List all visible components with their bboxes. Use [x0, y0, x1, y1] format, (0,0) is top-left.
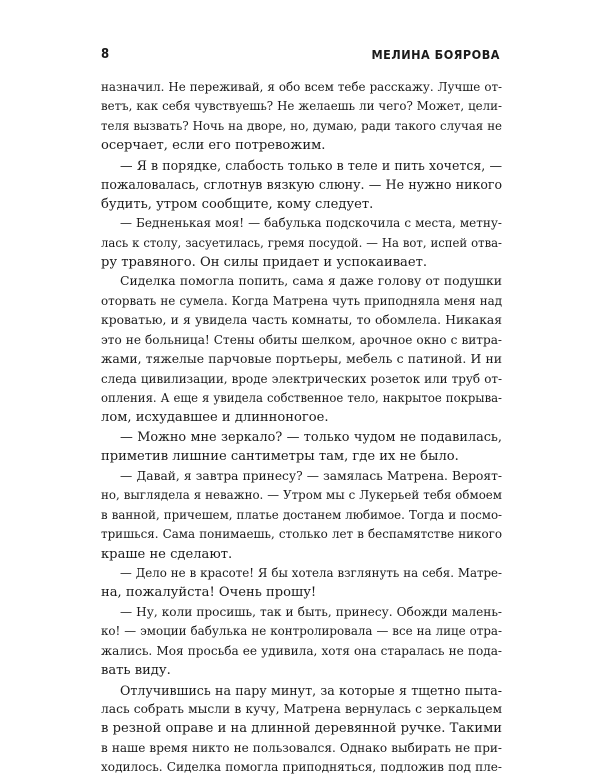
text-line: — Дело не в красоте! Я бы хотела взглянуть на себя. Матре-: [120, 565, 502, 580]
text-line: теля вызвать? Ночь на дворе, но, думаю, ради такого случая не: [101, 118, 502, 133]
text-line: — Бедненькая моя! — бабулька подскочила с места, метну-: [120, 216, 502, 231]
text-line: жались. Моя просьба ее удивила, хотя она старалась не пода-: [101, 643, 502, 658]
text-line: опления. А еще я увидела собственное тело, накрытое покрыва-: [101, 391, 502, 405]
text-line: ко! — эмоции бабулька не контролировала — все на лице отра-: [101, 624, 502, 639]
text-line: — Я в порядке, слабость только в теле и пить хочется, —: [120, 157, 502, 173]
text-line: лом, исхудавшее и длинноногое.: [101, 410, 329, 426]
text-line: приметив лишние сантиметры там, где их не было.: [101, 449, 459, 465]
text-line: Отлучившись на пару минут, за которые я тщетно пыта-: [120, 682, 502, 698]
text-line: ветъ, как себя чувствуешь? Не желаешь ли чего? Может, цели-: [101, 99, 502, 114]
running-head-author: МЕЛИНА БОЯРОВА: [371, 46, 500, 62]
text-line: кроватью, и я увидела часть комнаты, то обомлела. Никакая: [101, 313, 502, 328]
text-line: жами, тяжелые парчовые портьеры, мебель с патиной. И ни: [101, 352, 502, 367]
text-line: — Давай, я завтра принесу? — замялась Матрена. Вероят-: [120, 468, 502, 483]
text-line: осерчает, если его потревожим.: [101, 138, 326, 154]
text-line: это не больница! Стены обиты шелком, арочное окно с витра-: [101, 332, 502, 347]
text-line: ходилось. Сиделка помогла приподняться, подложив под пле-: [101, 760, 502, 775]
text-line: назначил. Не переживай, я обо всем тебе расскажу. Лучше от-: [101, 80, 502, 94]
text-line: в наше время никто не пользовался. Однако выбирать не при-: [101, 740, 502, 755]
text-line: — Ну, коли просишь, так и быть, принесу. Обожди малень-: [120, 604, 502, 619]
text-line: — Можно мне зеркало? — только чудом не подавилась,: [120, 429, 502, 445]
text-line: но, выглядела я неважно. — Утром мы с Лукерьей тебя обмоем: [101, 488, 502, 503]
text-line: краше не сделают.: [101, 546, 233, 562]
text-line: оторвать не сумела. Когда Матрена чуть приподняла меня над: [101, 293, 502, 308]
text-line: тришься. Сама понимаешь, столько лет в беспамятстве никого: [101, 527, 502, 542]
text-line: будить, утром сообщите, кому следует.: [101, 196, 374, 212]
text-line: вать виду.: [101, 663, 171, 679]
body-text: [101, 78, 502, 778]
page-number: 8: [101, 46, 110, 62]
text-line: пожаловалась, сглотнув вязкую слюну. — Не нужно никого: [101, 177, 502, 193]
text-line: ру травяного. Он силы придает и успокаивает.: [101, 254, 428, 270]
text-line: лась собрать мысли в кучу, Матрена вернулась с зеркальцем: [101, 702, 502, 716]
text-line: следа цивилизации, вроде электрических розеток или труб от-: [101, 371, 502, 386]
text-line: в ванной, причешем, платье достанем любимое. Тогда и посмо-: [101, 507, 502, 522]
text-line: в резной оправе и на длинной деревянной ручке. Такими: [101, 721, 502, 737]
text-line: на, пожалуйста! Очень прошу!: [101, 585, 317, 601]
page-header: [101, 44, 500, 64]
text-line: Сиделка помогла попить, сама я даже голову от подушки: [120, 274, 502, 289]
text-line: лась к столу, засуетилась, гремя посудой. — На вот, испей отва-: [101, 235, 502, 250]
